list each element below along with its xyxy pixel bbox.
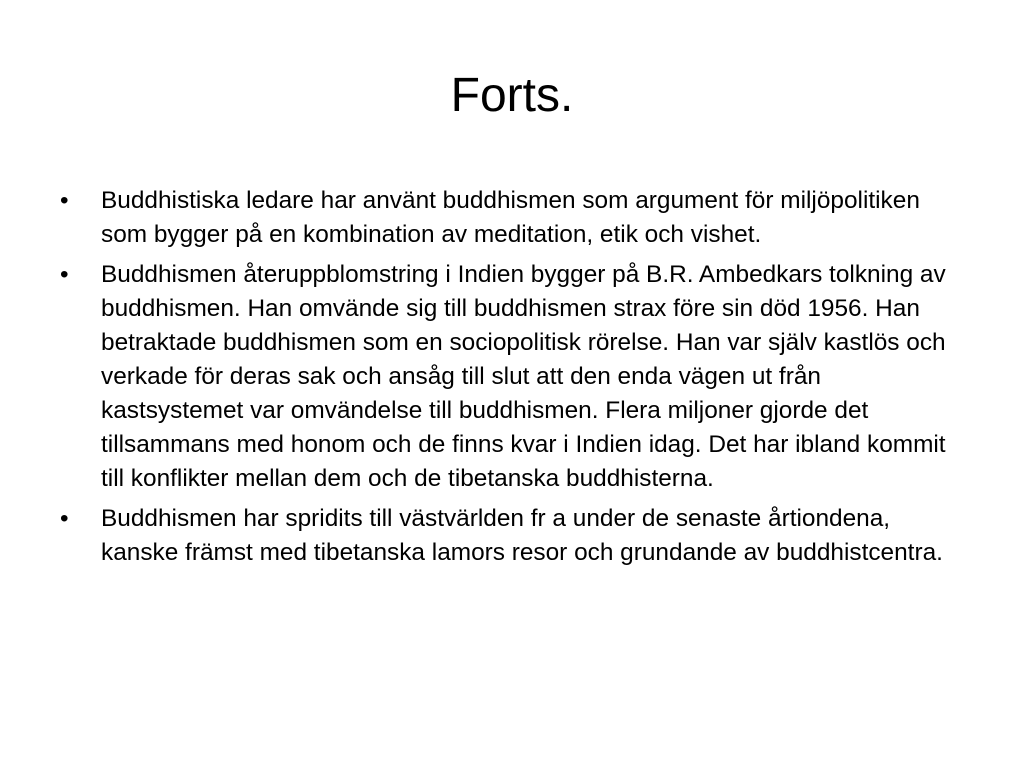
bullet-item (60, 258, 970, 496)
bullet-icon: • (60, 505, 69, 532)
slide-title: Forts. (450, 69, 574, 122)
bullet-list (60, 184, 970, 576)
bullet-text: Buddhismen återuppblomstring i Indien bygger på B.R. Ambedkars tolkning av buddhismen. Han omvände sig till buddhismen strax före sin död 1956. Han betraktade buddhismen som en sociopolitisk rörelse. Han var själv kastlös och verkade för deras sak och ansåg till slut att den enda vägen ut från kastsystemet var omvändelse till buddhismen. Flera miljoner gjorde det tillsammans med honom och de finns kvar i Indien idag. Det har ibland kommit till konflikter mellan dem och de tibetanska buddhisterna. (101, 261, 946, 492)
bullet-item (60, 502, 970, 570)
bullet-text: Buddhismen har spridits till västvärlden fr a under de senaste årtiondena, kanske främst med tibetanska lamors resor och grundande av buddhistcentra. (101, 505, 943, 566)
bullet-text: Buddhistiska ledare har använt buddhismen som argument för miljöpolitiken som bygger på en kombination av meditation, etik och vishet. (101, 187, 920, 248)
bullet-icon: • (60, 187, 69, 214)
bullet-icon: • (60, 261, 69, 288)
bullet-item (60, 184, 970, 252)
